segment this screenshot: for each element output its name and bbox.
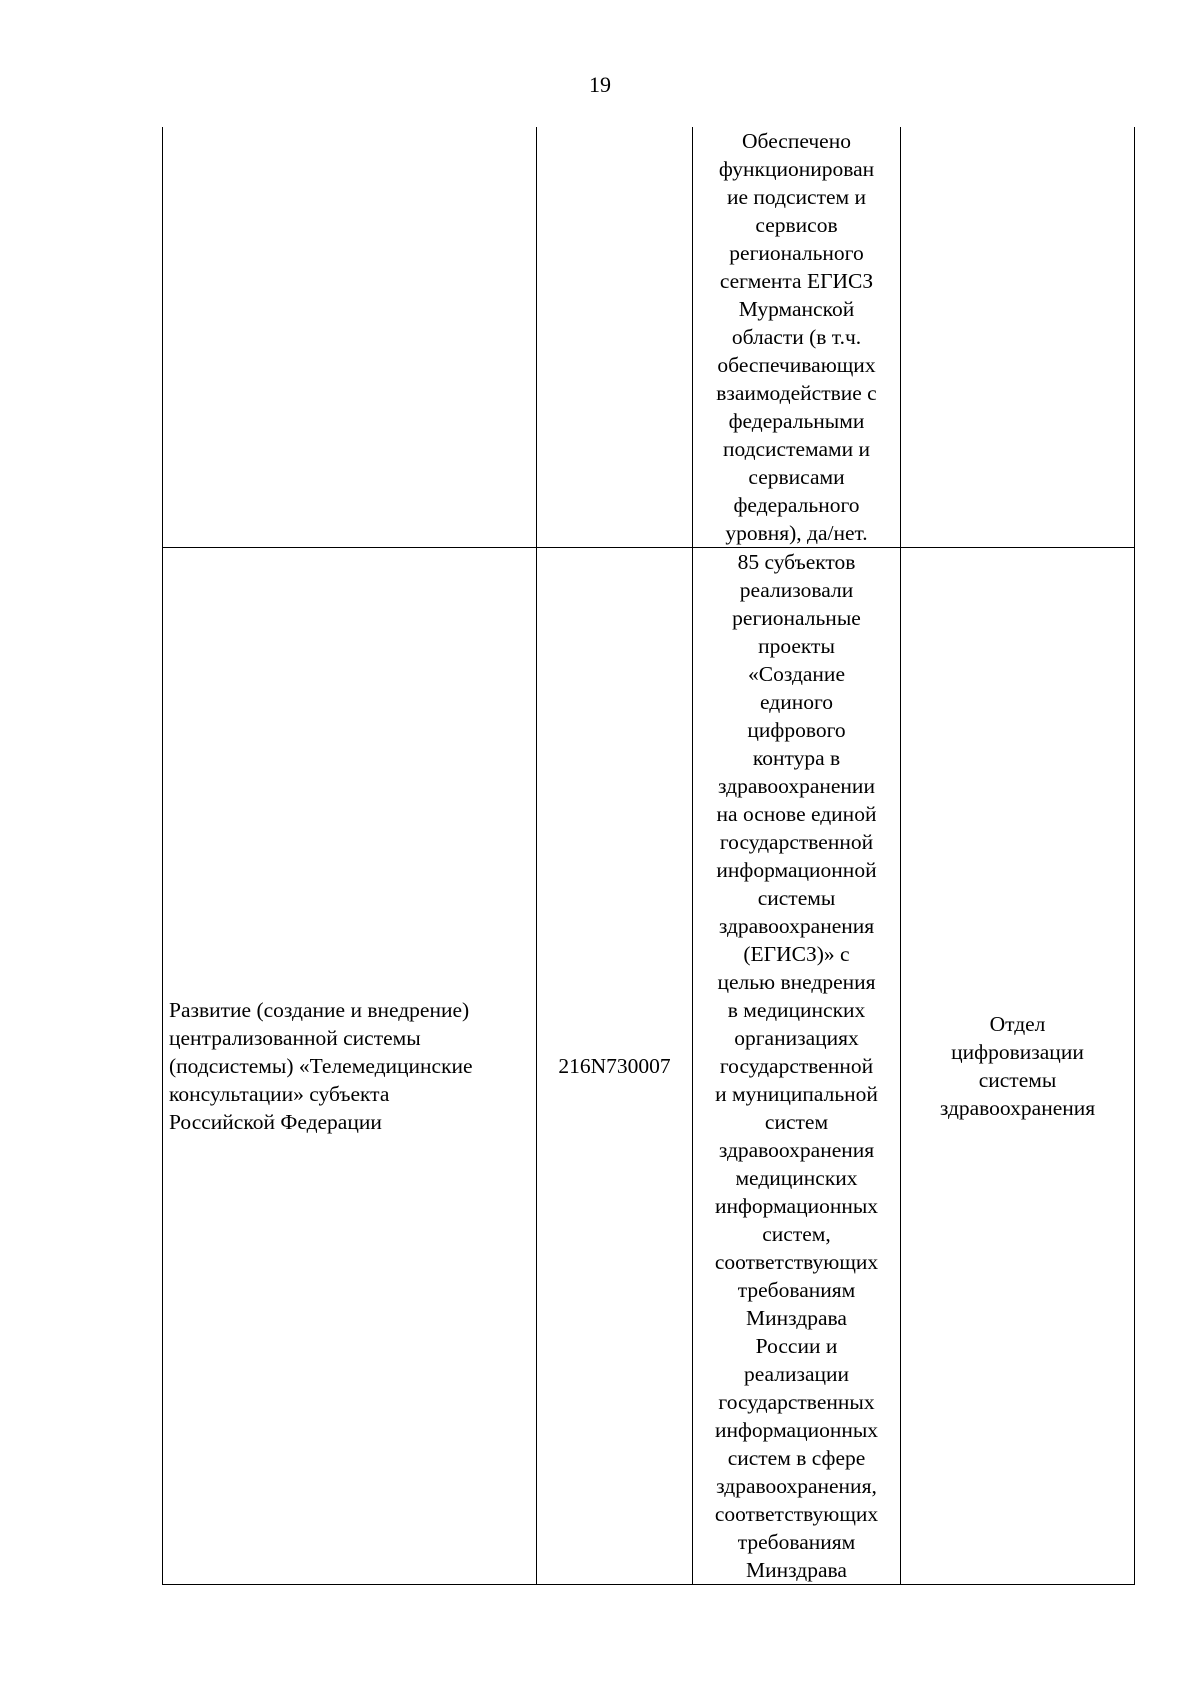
table-cell-name bbox=[163, 548, 537, 1585]
table-cell-responsible bbox=[901, 548, 1135, 1585]
table-row bbox=[163, 548, 1135, 1585]
table-cell-result bbox=[693, 127, 901, 548]
cell-text: Развитие (создание и внедрение) централизованной системы (подсистемы) «Телемедицинские консультации» субъекта Российской Федерации bbox=[169, 998, 473, 1134]
cell-text: 216N730007 bbox=[558, 1054, 671, 1078]
table-cell-code bbox=[537, 548, 693, 1585]
table-cell-responsible bbox=[901, 127, 1135, 548]
table-cell-code bbox=[537, 127, 693, 548]
cell-text: 85 субъектов реализовали региональные проекты «Создание единого цифрового контура в здравоохранении на основе единой государственной информационной системы здравоохранения (ЕГИСЗ)» с целью внедрения в медицинских организациях государственной и муниципальной систем здравоохранения медицинских информационных систем, соответствующих требованиям Минздрава России и реализации государственных информационных систем в сфере здравоохранения, соответствующих требованиям Минздрава bbox=[714, 550, 879, 1582]
table-cell-name bbox=[163, 127, 537, 548]
document-table bbox=[162, 127, 1135, 1585]
cell-text: Обеспечено функционирован ие подсистем и сервисов регионального сегмента ЕГИСЗ Мурманской области (в т.ч. обеспечивающих взаимодействие с федеральными подсистемами и сервисами федерального уровня), да/нет. bbox=[716, 129, 877, 545]
table-cell-result bbox=[693, 548, 901, 1585]
table-row bbox=[163, 127, 1135, 548]
page-number: 19 bbox=[589, 72, 611, 97]
cell-text: Отдел цифровизации системы здравоохранения bbox=[939, 1012, 1096, 1120]
